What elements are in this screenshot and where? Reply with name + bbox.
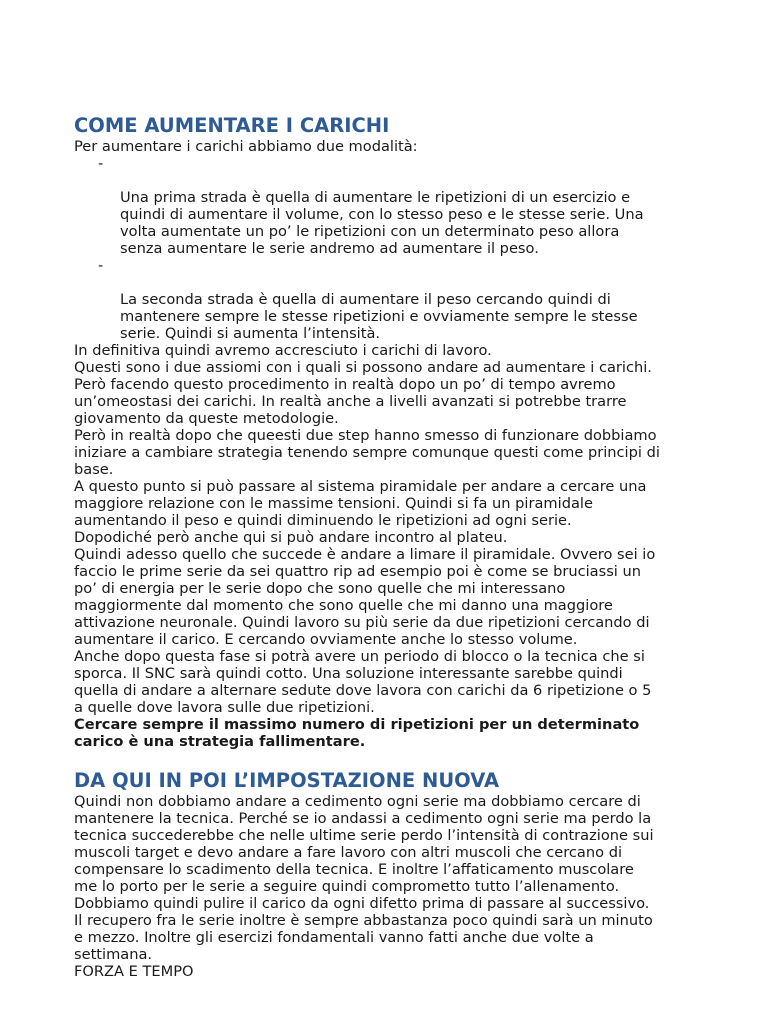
bold-conclusion: Cercare sempre il massimo numero di ripetizioni per un determinato carico è una strategia fallimentare. (74, 716, 640, 750)
section-heading: DA QUI IN POI L’IMPOSTAZIONE NUOVA (74, 769, 500, 792)
list-item (74, 155, 714, 257)
intro-paragraph: Per aumentare i carichi abbiamo due modalità: (74, 138, 418, 155)
bullet-text: Una prima strada è quella di aumentare le ripetizioni di un esercizio e quindi di aumentare il volume, con lo stesso peso e le stesse serie. Una volta aumentate un po’ le ripetizioni con un determinato peso allora senza aumentare le serie andremo ad aumentare il peso. (120, 189, 644, 257)
section-impostazione-nuova (74, 769, 714, 980)
section-spacer (74, 750, 714, 769)
list-item (74, 257, 714, 342)
body-paragraph: In definitiva quindi avremo accresciuto i carichi di lavoro. Questi sono i due assiomi con i quali si possono andare ad aumentare i carichi. Però facendo questo procedimento in realtà dopo un po’ di tempo avremo un’omeostasi dei carichi. In realtà anche a livelli avanzati si potrebbe trarre giovamento da queste metodologie. Però in realtà dopo che queesti due step hanno smesso di funzionare dobbiamo iniziare a cambiare strategia tenendo sempre comunque questi come principi di base. A questo punto si può passare al sistema piramidale per andare a cercare una maggiore relazione con le massime tensioni. Quindi si fa un piramidale aumentando il peso e quindi diminuendo le ripetizioni ad ogni serie. Dopodiché però anche qui si può andare incontro al plateu. Quindi adesso quello che succede è andare a limare il piramidale. Ovvero sei io faccio le prime serie da sei quattro rip ad esempio poi è come se bruciassi un po’ di energia per le serie dopo che sono quelle che mi interessano maggiormente dal momento che sono quelle che mi danno una maggiore attivazione neuronale. Quindi lavoro su più serie da due ripetizioni cercando di aumentare il carico. E cercando ovviamente anche lo stesso volume. Anche dopo questa fase si potrà avere un periodo di blocco o la tecnica che si sporca. Il SNC sarà quindi cotto. Una soluzione interessante sarebbe quindi quella di andare a alternare sedute dove lavora con carichi da 6 ripetizione o 5 a quelle dove lavora sulle due ripetizioni. (74, 342, 660, 716)
section-come-aumentare (74, 114, 714, 750)
bullet-text: La seconda strada è quella di aumentare il peso cercando quindi di mantenere sempre le stesse ripetizioni e ovviamente sempre le stesse serie. Quindi si aumenta l’intensità. (120, 291, 638, 342)
bullet-dash: - (98, 257, 104, 274)
bullet-list (74, 155, 714, 342)
body-paragraph: Quindi non dobbiamo andare a cedimento ogni serie ma dobbiamo cercare di mantenere la tecnica. Perché se io andassi a cedimento ogni serie ma perdo la tecnica succederebbe che nelle ultime serie perdo l’intensità di contrazione sui muscoli target e devo andare a fare lavoro con altri muscoli che cercano di compensare lo scadimento della tecnica. E inoltre l’affaticamento muscolare me lo porto per le serie a seguire quindi comprometto tutto l’allenamento. Dobbiamo quindi pulire il carico da ogni difetto prima di passare al successivo. Il recupero fra le serie inoltre è sempre abbastanza poco quindi sarà un minuto e mezzo. Inoltre gli esercizi fondamentali vanno fatti anche due volte a settimana. (74, 793, 654, 963)
bullet-dash: - (98, 155, 104, 172)
document-page (74, 114, 714, 980)
section-heading: COME AUMENTARE I CARICHI (74, 114, 390, 137)
trailing-line: FORZA E TEMPO (74, 963, 194, 980)
